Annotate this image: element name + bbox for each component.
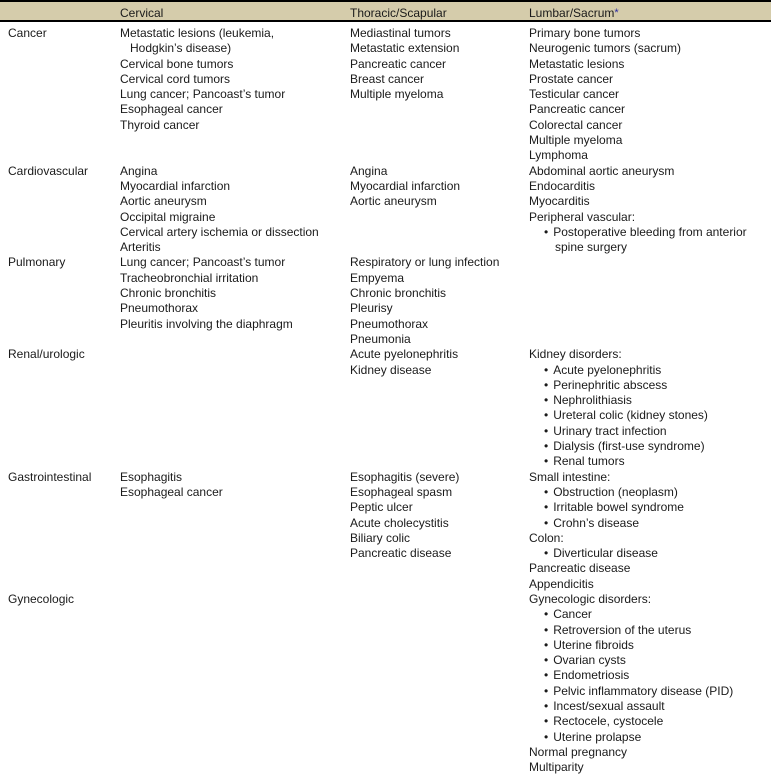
table-row bbox=[0, 470, 771, 592]
cell-lumbar bbox=[529, 592, 769, 776]
column-header-thoracic: Thoracic/Scapular bbox=[350, 6, 447, 20]
list-item: Peripheral vascular: bbox=[529, 209, 636, 224]
list-item: Kidney disease bbox=[350, 362, 432, 377]
list-item: Arteritis bbox=[120, 240, 161, 255]
list-item: Neurogenic tumors (sacrum) bbox=[529, 41, 682, 56]
list-item: Multiple myeloma bbox=[350, 87, 444, 102]
table-body bbox=[0, 22, 771, 776]
cell-cervical bbox=[120, 255, 350, 331]
column-header-lumbar bbox=[529, 2, 769, 24]
table-row bbox=[0, 164, 771, 256]
category-label: Gastrointestinal bbox=[8, 469, 92, 484]
bullet-list-item: • Renal tumors bbox=[529, 454, 763, 469]
list-item: spine surgery bbox=[555, 240, 628, 255]
table-header-row bbox=[0, 0, 771, 22]
bullet-list-item: • Ureteral colic (kidney stones) bbox=[529, 408, 763, 423]
list-item: Esophagitis (severe) bbox=[350, 469, 460, 484]
table-row bbox=[0, 26, 771, 164]
list-item: Metastatic lesions (leukemia, bbox=[120, 26, 275, 40]
cell-cervical bbox=[120, 470, 350, 501]
list-item: Esophagitis bbox=[120, 469, 183, 484]
list-item: Esophageal cancer bbox=[120, 484, 223, 499]
list-item: Colorectal cancer bbox=[529, 117, 623, 132]
category-label: Cancer bbox=[8, 26, 47, 40]
list-item: Pneumothorax bbox=[120, 301, 199, 316]
cell-lumbar bbox=[529, 470, 769, 592]
list-item: Myocarditis bbox=[529, 194, 590, 209]
list-item: Testicular cancer bbox=[529, 87, 620, 102]
list-item: Endocarditis bbox=[529, 178, 596, 193]
list-item: Chronic bronchitis bbox=[350, 286, 447, 301]
list-item: Angina bbox=[350, 163, 388, 178]
list-item: Lung cancer; Pancoast’s tumor bbox=[120, 255, 286, 270]
list-item: Respiratory or lung infection bbox=[350, 255, 500, 270]
list-item: Pancreatic cancer bbox=[529, 102, 626, 117]
bullet-list-item: • Uterine fibroids bbox=[529, 638, 763, 653]
list-item: Pancreatic cancer bbox=[350, 56, 447, 71]
bullet-list-item: • Dialysis (first-use syndrome) bbox=[529, 439, 763, 454]
column-header-cervical: Cervical bbox=[120, 6, 164, 20]
list-item: Gynecologic disorders: bbox=[529, 591, 652, 606]
bullet-list-item: • Uterine prolapse bbox=[529, 730, 763, 745]
list-item: Kidney disorders: bbox=[529, 347, 622, 362]
list-item: Pleuritis involving the diaphragm bbox=[120, 316, 293, 331]
list-item: Cervical bone tumors bbox=[120, 56, 234, 71]
list-item: Pleurisy bbox=[350, 301, 393, 316]
list-item: Myocardial infarction bbox=[350, 178, 461, 193]
list-item: Aortic aneurysm bbox=[120, 194, 207, 209]
list-item: Lung cancer; Pancoast’s tumor bbox=[120, 87, 286, 102]
list-item: Aortic aneurysm bbox=[350, 194, 437, 209]
table-row bbox=[0, 347, 771, 469]
list-item: Hodgkin’s disease) bbox=[130, 41, 232, 56]
bullet-list-item: • Retroversion of the uterus bbox=[529, 623, 763, 638]
list-item: Breast cancer bbox=[350, 71, 425, 86]
bullet-list-item: • Obstruction (neoplasm) bbox=[529, 485, 763, 500]
list-item: Cervical artery ischemia or dissection bbox=[120, 224, 319, 239]
cell-thoracic bbox=[350, 164, 529, 210]
cell-cervical bbox=[120, 26, 350, 133]
list-item: Pancreatic disease bbox=[350, 546, 452, 561]
category-label: Cardiovascular bbox=[8, 163, 89, 178]
bullet-list-item: • Diverticular disease bbox=[529, 546, 763, 561]
list-item: Empyema bbox=[350, 270, 405, 285]
list-item: Normal pregnancy bbox=[529, 744, 628, 759]
category-label: Gynecologic bbox=[8, 591, 75, 606]
list-item: Metastatic lesions bbox=[529, 56, 625, 71]
bullet-list-item: • Endometriosis bbox=[529, 668, 763, 683]
list-item: Thyroid cancer bbox=[120, 117, 200, 132]
list-item: Appendicitis bbox=[529, 576, 594, 591]
list-item: Multiparity bbox=[529, 760, 584, 775]
cell-cervical bbox=[120, 164, 350, 256]
list-item: Chronic bronchitis bbox=[120, 286, 217, 301]
list-item: Occipital migraine bbox=[120, 209, 216, 224]
bullet-list-item: • Pelvic inflammatory disease (PID) bbox=[529, 684, 763, 699]
bullet-list-item: • Ovarian cysts bbox=[529, 653, 763, 668]
bullet-list-item: • Incest/sexual assault bbox=[529, 699, 763, 714]
cell-lumbar bbox=[529, 26, 769, 164]
bullet-list-item: • Crohn’s disease bbox=[529, 516, 763, 531]
bullet-list-item: • Rectocele, cystocele bbox=[529, 714, 763, 729]
list-item: Primary bone tumors bbox=[529, 26, 641, 40]
list-item: Esophageal spasm bbox=[350, 484, 453, 499]
table-row bbox=[0, 255, 771, 347]
cell-thoracic bbox=[350, 347, 529, 378]
list-item: Colon: bbox=[529, 530, 564, 545]
list-item: Cervical cord tumors bbox=[120, 71, 231, 86]
list-item: Mediastinal tumors bbox=[350, 26, 451, 40]
bullet-list-item: • Perinephritic abscess bbox=[529, 378, 763, 393]
list-item: Abdominal aortic aneurysm bbox=[529, 163, 675, 178]
list-item: Pneumothorax bbox=[350, 316, 429, 331]
bullet-list-item: • Urinary tract infection bbox=[529, 424, 763, 439]
list-item: Esophageal cancer bbox=[120, 102, 223, 117]
list-item: Myocardial infarction bbox=[120, 178, 231, 193]
list-item: Multiple myeloma bbox=[529, 133, 623, 148]
cell-thoracic bbox=[350, 255, 529, 347]
list-item: Prostate cancer bbox=[529, 71, 614, 86]
category-label: Pulmonary bbox=[8, 255, 66, 270]
list-item: Pneumonia bbox=[350, 331, 411, 346]
bullet-list-item: • Irritable bowel syndrome bbox=[529, 500, 763, 515]
list-item: Tracheobronchial irritation bbox=[120, 270, 259, 285]
list-item: Acute cholecystitis bbox=[350, 515, 449, 530]
category-label: Renal/urologic bbox=[8, 347, 85, 362]
list-item: Peptic ulcer bbox=[350, 500, 413, 515]
bullet-list-item: • Cancer bbox=[529, 607, 763, 622]
footnote-asterisk: * bbox=[614, 7, 619, 19]
bullet-list-item: • Acute pyelonephritis bbox=[529, 363, 763, 378]
list-item: Acute pyelonephritis bbox=[350, 347, 459, 362]
list-item: Angina bbox=[120, 163, 158, 178]
cell-thoracic bbox=[350, 470, 529, 562]
bullet-list-item: • Nephrolithiasis bbox=[529, 393, 763, 408]
cell-lumbar bbox=[529, 164, 769, 256]
table-row bbox=[0, 592, 771, 776]
cell-lumbar bbox=[529, 347, 769, 469]
bullet-list-item: • Postoperative bleeding from anterior bbox=[529, 225, 763, 240]
list-item: Pancreatic disease bbox=[529, 561, 631, 576]
cell-thoracic bbox=[350, 26, 529, 102]
column-header-lumbar-label: Lumbar/Sacrum bbox=[529, 6, 615, 20]
list-item: Biliary colic bbox=[350, 530, 411, 545]
list-item: Small intestine: bbox=[529, 469, 611, 484]
list-item: Lymphoma bbox=[529, 148, 588, 163]
list-item: Metastatic extension bbox=[350, 41, 460, 56]
